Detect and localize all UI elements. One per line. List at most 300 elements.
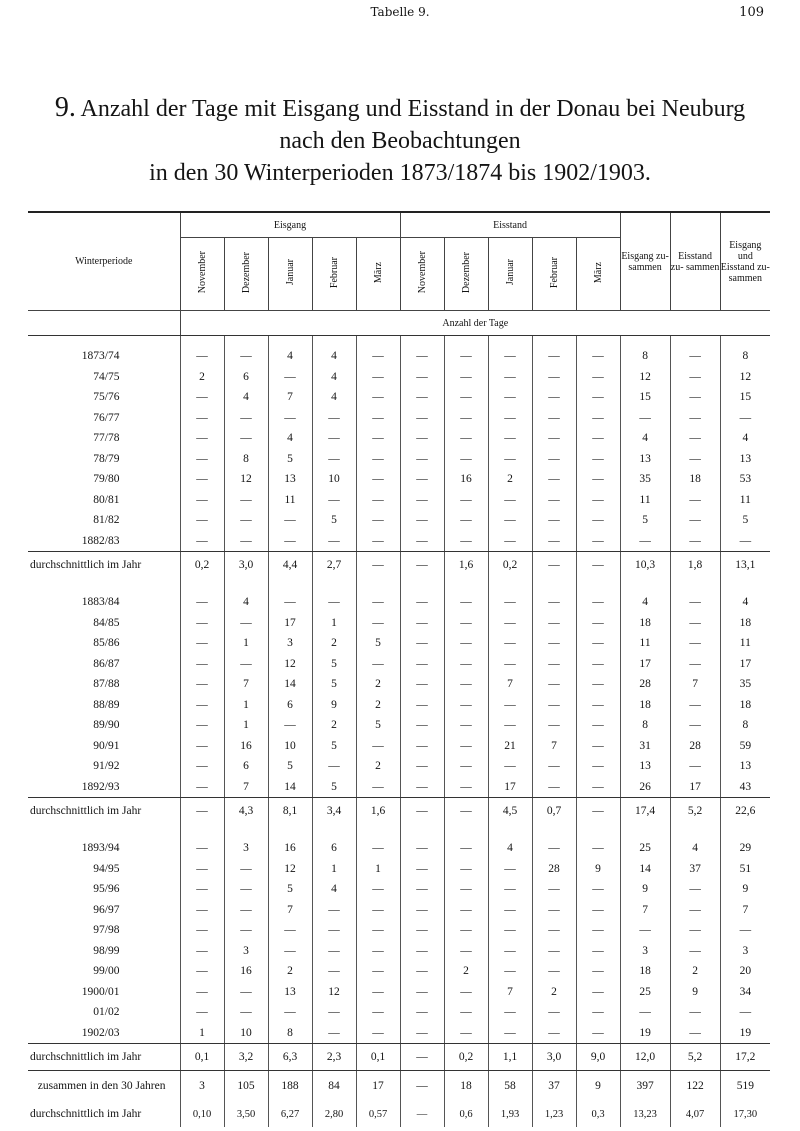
table-cell: — xyxy=(356,654,400,675)
row-label: 75/76 xyxy=(28,387,180,408)
table-cell: 4,3 xyxy=(224,798,268,825)
table-cell: 28 xyxy=(532,859,576,880)
row-label: 98/99 xyxy=(28,941,180,962)
table-row xyxy=(28,469,770,490)
table-cell: 4,07 xyxy=(670,1101,720,1127)
table-cell: — xyxy=(400,982,444,1003)
eisstand-month-header xyxy=(400,238,444,311)
table-cell: 13,1 xyxy=(735,559,756,571)
page-number: 109 xyxy=(739,5,764,20)
table-cell: 53 xyxy=(739,473,752,486)
spacer-cell xyxy=(576,336,620,347)
table-cell: 19 xyxy=(720,1023,770,1044)
table-cell: 9,0 xyxy=(576,1044,620,1071)
table-cell: 22,6 xyxy=(735,805,756,817)
table-cell: — xyxy=(180,1002,224,1023)
table-cell: — xyxy=(180,428,224,449)
col-header-period: Winterperiode xyxy=(28,213,180,311)
table-cell: 18 xyxy=(620,695,670,716)
table-cell: — xyxy=(444,449,488,470)
table-cell: — xyxy=(444,654,488,675)
table-cell: — xyxy=(532,510,576,531)
table-cell: 1,6 xyxy=(444,552,488,579)
table-cell: 11 xyxy=(620,633,670,654)
table-cell: 13 xyxy=(620,449,670,470)
month-label: Dezember xyxy=(240,251,252,294)
table-cell: 21 xyxy=(488,736,532,757)
table-cell: — xyxy=(488,920,532,941)
table-cell: — xyxy=(576,941,620,962)
table-cell: 7 xyxy=(670,674,720,695)
table-cell: — xyxy=(576,736,620,757)
table-cell: — xyxy=(180,408,224,429)
table-cell: 4 xyxy=(620,592,670,613)
table-cell: — xyxy=(356,1002,400,1023)
table-cell: 25 xyxy=(620,982,670,1003)
table-cell: — xyxy=(312,961,356,982)
table-cell: 15 xyxy=(739,391,752,404)
table-cell: — xyxy=(400,531,444,552)
table-cell: — xyxy=(670,1023,720,1044)
table-cell: 0,1 xyxy=(180,1044,224,1071)
table-cell: — xyxy=(312,756,356,777)
table-cell: 6 xyxy=(224,367,268,388)
spacer-cell xyxy=(720,578,770,592)
table-cell: 0,6 xyxy=(444,1101,488,1127)
table-cell: 4 xyxy=(312,367,356,388)
table-cell: 4,4 xyxy=(268,552,312,579)
table-row xyxy=(28,408,770,429)
table-cell: 11 xyxy=(268,490,312,511)
table-cell: 2 xyxy=(268,961,312,982)
table-cell: — xyxy=(180,633,224,654)
table-cell: 188 xyxy=(268,1071,312,1102)
table-cell: 0,2 xyxy=(488,552,532,579)
ice-table-wrapper xyxy=(28,211,770,1127)
table-cell: 17 xyxy=(670,777,720,798)
table-cell: — xyxy=(532,552,576,579)
table-cell: — xyxy=(576,900,620,921)
table-cell: 4 xyxy=(224,387,268,408)
table-cell: 18 xyxy=(739,698,752,711)
table-cell: — xyxy=(356,592,400,613)
spacer-row xyxy=(28,578,770,592)
table-cell: — xyxy=(532,592,576,613)
row-label: durchschnittlich im Jahr xyxy=(28,552,180,579)
table-cell: 29 xyxy=(739,842,752,855)
table-cell: — xyxy=(400,736,444,757)
row-label: 01/02 xyxy=(28,1002,180,1023)
table-cell: — xyxy=(444,633,488,654)
table-cell: — xyxy=(224,982,268,1003)
average-row xyxy=(28,552,770,579)
table-cell: — xyxy=(670,715,720,736)
table-cell: — xyxy=(532,469,576,490)
table-cell: 5 xyxy=(268,449,312,470)
eisgang-month-header xyxy=(356,238,400,311)
row-label: 79/80 xyxy=(28,469,180,490)
table-cell: 7 xyxy=(488,674,532,695)
table-cell: — xyxy=(268,592,312,613)
table-cell: — xyxy=(532,1023,576,1044)
spacer-cell xyxy=(444,824,488,838)
table-cell: — xyxy=(268,941,312,962)
table-cell: 4 xyxy=(742,432,749,445)
table-cell: 3 xyxy=(742,944,749,957)
table-cell: — xyxy=(356,510,400,531)
table-cell: — xyxy=(268,367,312,388)
table-cell: — xyxy=(400,838,444,859)
table-cell: — xyxy=(224,531,268,552)
month-label: Januar xyxy=(504,259,516,286)
spacer-cell xyxy=(224,824,268,838)
table-cell: — xyxy=(488,715,532,736)
table-cell: — xyxy=(224,859,268,880)
spacer-cell xyxy=(312,578,356,592)
table-cell: — xyxy=(532,838,576,859)
row-label: 78/79 xyxy=(28,449,180,470)
spacer-cell xyxy=(488,578,532,592)
table-cell: 13,23 xyxy=(620,1101,670,1127)
table-cell: — xyxy=(400,552,444,579)
table-cell: 10 xyxy=(312,469,356,490)
spacer-cell xyxy=(444,336,488,347)
row-label: 1883/84 xyxy=(28,592,180,613)
eisstand-month-header xyxy=(444,238,488,311)
table-row xyxy=(28,531,770,552)
table-cell: — xyxy=(532,346,576,367)
table-cell: — xyxy=(356,982,400,1003)
table-cell: 13 xyxy=(268,469,312,490)
table-cell: — xyxy=(532,408,576,429)
table-cell: — xyxy=(532,900,576,921)
spacer-cell xyxy=(268,336,312,347)
table-cell: — xyxy=(670,920,720,941)
row-label: 1900/01 xyxy=(28,982,180,1003)
title-line-3: in den 30 Winterperioden 1873/1874 bis 1902/1903. xyxy=(149,160,651,186)
table-cell: 13 xyxy=(739,452,752,465)
table-cell: — xyxy=(400,1071,444,1102)
spacer-cell xyxy=(28,824,180,838)
table-cell: — xyxy=(532,449,576,470)
col-header-both-total: Eisgang und Eisstand zu- sammen xyxy=(720,213,770,311)
table-cell: — xyxy=(532,1002,576,1023)
table-cell: — xyxy=(180,736,224,757)
table-cell: — xyxy=(670,654,720,675)
table-cell: 18 xyxy=(620,961,670,982)
table-cell: — xyxy=(180,387,224,408)
table-cell: 1 xyxy=(356,859,400,880)
table-cell: 34 xyxy=(739,985,752,998)
table-cell: 18 xyxy=(739,616,752,629)
table-cell: — xyxy=(576,367,620,388)
table-cell: — xyxy=(488,1023,532,1044)
table-cell: — xyxy=(400,1002,444,1023)
table-cell: — xyxy=(444,777,488,798)
table-cell: — xyxy=(224,613,268,634)
table-cell: 4 xyxy=(620,428,670,449)
row-label: 77/78 xyxy=(28,428,180,449)
table-cell: — xyxy=(670,879,720,900)
table-cell: — xyxy=(670,633,720,654)
spacer-cell xyxy=(356,824,400,838)
table-cell: — xyxy=(180,715,224,736)
table-cell: — xyxy=(312,408,356,429)
table-cell: — xyxy=(532,777,576,798)
table-cell: — xyxy=(532,367,576,388)
table-cell: — xyxy=(576,756,620,777)
table-cell: 5 xyxy=(742,514,749,527)
table-cell: — xyxy=(488,510,532,531)
table-row xyxy=(28,859,770,880)
table-cell: — xyxy=(180,961,224,982)
eisgang-month-header xyxy=(312,238,356,311)
table-cell: 3,0 xyxy=(532,1044,576,1071)
table-cell: 4,5 xyxy=(488,798,532,825)
table-cell: — xyxy=(576,552,620,579)
table-cell: — xyxy=(400,469,444,490)
table-cell: — xyxy=(312,1002,356,1023)
table-cell: — xyxy=(356,531,400,552)
table-cell: — xyxy=(180,613,224,634)
spacer-cell xyxy=(312,824,356,838)
table-cell: — xyxy=(488,1002,532,1023)
table-cell: — xyxy=(224,920,268,941)
table-cell: — xyxy=(576,449,620,470)
row-label: 1893/94 xyxy=(28,838,180,859)
table-cell: — xyxy=(180,756,224,777)
table-cell: — xyxy=(739,411,752,424)
spacer-cell xyxy=(576,824,620,838)
table-cell: — xyxy=(400,510,444,531)
table-cell: 12 xyxy=(224,469,268,490)
table-cell: 17 xyxy=(488,777,532,798)
table-cell: — xyxy=(670,613,720,634)
table-cell: — xyxy=(444,695,488,716)
table-cell: — xyxy=(268,1002,312,1023)
table-cell: — xyxy=(532,941,576,962)
table-cell: 4 xyxy=(742,596,749,609)
table-row xyxy=(28,449,770,470)
table-cell: 1 xyxy=(224,715,268,736)
table-row xyxy=(28,510,770,531)
table-cell: — xyxy=(224,490,268,511)
eisgang-month-header xyxy=(180,238,224,311)
row-label: 87/88 xyxy=(28,674,180,695)
table-cell: — xyxy=(400,1044,444,1071)
table-cell: — xyxy=(670,387,720,408)
table-cell: 51 xyxy=(739,862,752,875)
title-line-1-text: Anzahl der Tage mit Eisgang und Eisstand in der Donau bei Neuburg xyxy=(80,96,746,122)
table-row xyxy=(28,777,770,798)
table-row xyxy=(28,838,770,859)
table-cell: — xyxy=(488,387,532,408)
table-cell: — xyxy=(576,346,620,367)
table-cell: — xyxy=(488,961,532,982)
table-cell: — xyxy=(444,674,488,695)
table-cell: — xyxy=(444,941,488,962)
table-cell: 0,1 xyxy=(356,1044,400,1071)
table-cell: — xyxy=(532,756,576,777)
month-label: November xyxy=(196,251,208,294)
col-header-eisgang-total: Eisgang zu- sammen xyxy=(620,213,670,311)
spacer-row xyxy=(28,336,770,347)
table-cell: — xyxy=(488,428,532,449)
table-row xyxy=(28,982,770,1003)
table-cell: 43 xyxy=(720,777,770,798)
table-cell: — xyxy=(720,531,770,552)
table-cell: — xyxy=(670,408,720,429)
table-cell: 8 xyxy=(224,449,268,470)
table-cell: — xyxy=(312,900,356,921)
table-cell: — xyxy=(576,592,620,613)
table-cell: 10 xyxy=(268,736,312,757)
table-cell: 3 xyxy=(180,1071,224,1102)
table-cell: — xyxy=(224,879,268,900)
table-cell: 10 xyxy=(224,1023,268,1044)
table-cell: — xyxy=(488,941,532,962)
table-row xyxy=(28,879,770,900)
table-cell: — xyxy=(180,838,224,859)
row-label: 97/98 xyxy=(28,920,180,941)
table-cell: — xyxy=(532,613,576,634)
page-title xyxy=(20,92,780,189)
table-cell: 7 xyxy=(224,777,268,798)
table-cell: 0,7 xyxy=(532,798,576,825)
table-cell: — xyxy=(356,367,400,388)
table-cell: — xyxy=(180,695,224,716)
table-cell: — xyxy=(224,408,268,429)
spacer-cell xyxy=(224,578,268,592)
table-cell: — xyxy=(400,715,444,736)
table-cell: 26 xyxy=(620,777,670,798)
table-cell: — xyxy=(180,674,224,695)
spacer-cell xyxy=(670,824,720,838)
table-cell: — xyxy=(180,654,224,675)
spacer-cell xyxy=(620,336,670,347)
table-cell: 17,2 xyxy=(720,1044,770,1071)
table-cell: — xyxy=(356,428,400,449)
eisgang-month-header xyxy=(224,238,268,311)
table-cell: — xyxy=(400,798,444,825)
table-cell: 5 xyxy=(312,654,356,675)
table-cell: — xyxy=(670,941,720,962)
table-cell: 16 xyxy=(268,838,312,859)
table-cell: — xyxy=(576,961,620,982)
table-cell: — xyxy=(444,592,488,613)
table-cell: — xyxy=(268,531,312,552)
table-cell: — xyxy=(312,920,356,941)
row-label: zusammen in den 30 Jahren xyxy=(28,1071,180,1102)
table-cell: — xyxy=(576,982,620,1003)
table-cell: 12 xyxy=(620,367,670,388)
table-cell: 14 xyxy=(268,777,312,798)
table-cell: — xyxy=(532,674,576,695)
table-cell: — xyxy=(670,449,720,470)
table-row xyxy=(28,736,770,757)
table-cell: 8,1 xyxy=(268,798,312,825)
table-cell: 9 xyxy=(576,859,620,880)
row-label: 1873/74 xyxy=(28,346,180,367)
table-cell: — xyxy=(400,879,444,900)
table-cell: 17,4 xyxy=(620,798,670,825)
table-cell: 17 xyxy=(356,1071,400,1102)
table-cell: — xyxy=(356,941,400,962)
table-cell: 5 xyxy=(312,510,356,531)
table-cell: — xyxy=(576,695,620,716)
table-cell: — xyxy=(312,449,356,470)
table-cell: 122 xyxy=(670,1071,720,1102)
unit-label: Anzahl der Tage xyxy=(180,311,770,336)
table-row xyxy=(28,490,770,511)
unit-row-blank xyxy=(28,311,180,336)
table-cell: — xyxy=(576,408,620,429)
table-cell: — xyxy=(576,510,620,531)
table-cell: 5 xyxy=(268,756,312,777)
table-cell: — xyxy=(532,920,576,941)
spacer-cell xyxy=(620,578,670,592)
table-row xyxy=(28,695,770,716)
spacer-cell xyxy=(532,824,576,838)
table-cell: 3 xyxy=(268,633,312,654)
table-cell: — xyxy=(312,428,356,449)
table-cell: — xyxy=(356,777,400,798)
table-cell: — xyxy=(268,510,312,531)
table-cell: — xyxy=(312,1023,356,1044)
average-row xyxy=(28,798,770,825)
table-cell: — xyxy=(180,510,224,531)
table-cell: 4 xyxy=(312,346,356,367)
table-cell: — xyxy=(400,408,444,429)
row-label: 94/95 xyxy=(28,859,180,880)
table-cell: — xyxy=(180,490,224,511)
spacer-cell xyxy=(400,824,444,838)
table-cell: — xyxy=(356,490,400,511)
table-cell: — xyxy=(532,879,576,900)
table-cell: — xyxy=(576,838,620,859)
table-cell: — xyxy=(576,798,620,825)
row-label: 85/86 xyxy=(28,633,180,654)
table-cell: — xyxy=(400,900,444,921)
table-cell: 1 xyxy=(224,695,268,716)
table-cell: — xyxy=(356,920,400,941)
spacer-cell xyxy=(532,336,576,347)
table-cell: — xyxy=(400,961,444,982)
table-cell: 2 xyxy=(180,367,224,388)
table-cell: 5 xyxy=(312,736,356,757)
table-cell: — xyxy=(444,798,488,825)
table-cell: — xyxy=(532,961,576,982)
table-cell: 28 xyxy=(620,674,670,695)
table-cell: 2,3 xyxy=(312,1044,356,1071)
table-cell: 0,57 xyxy=(356,1101,400,1127)
table-cell: 5 xyxy=(620,510,670,531)
spacer-cell xyxy=(268,824,312,838)
table-cell: — xyxy=(670,695,720,716)
table-cell: 3 xyxy=(224,838,268,859)
table-row xyxy=(28,920,770,941)
spacer-cell xyxy=(488,336,532,347)
table-cell: 9 xyxy=(742,883,749,896)
table-row xyxy=(28,428,770,449)
table-cell: — xyxy=(532,428,576,449)
table-cell: — xyxy=(670,346,720,367)
table-cell: — xyxy=(400,387,444,408)
table-cell: — xyxy=(444,982,488,1003)
row-label: 96/97 xyxy=(28,900,180,921)
table-cell: 3,4 xyxy=(312,798,356,825)
table-cell: 8 xyxy=(268,1023,312,1044)
